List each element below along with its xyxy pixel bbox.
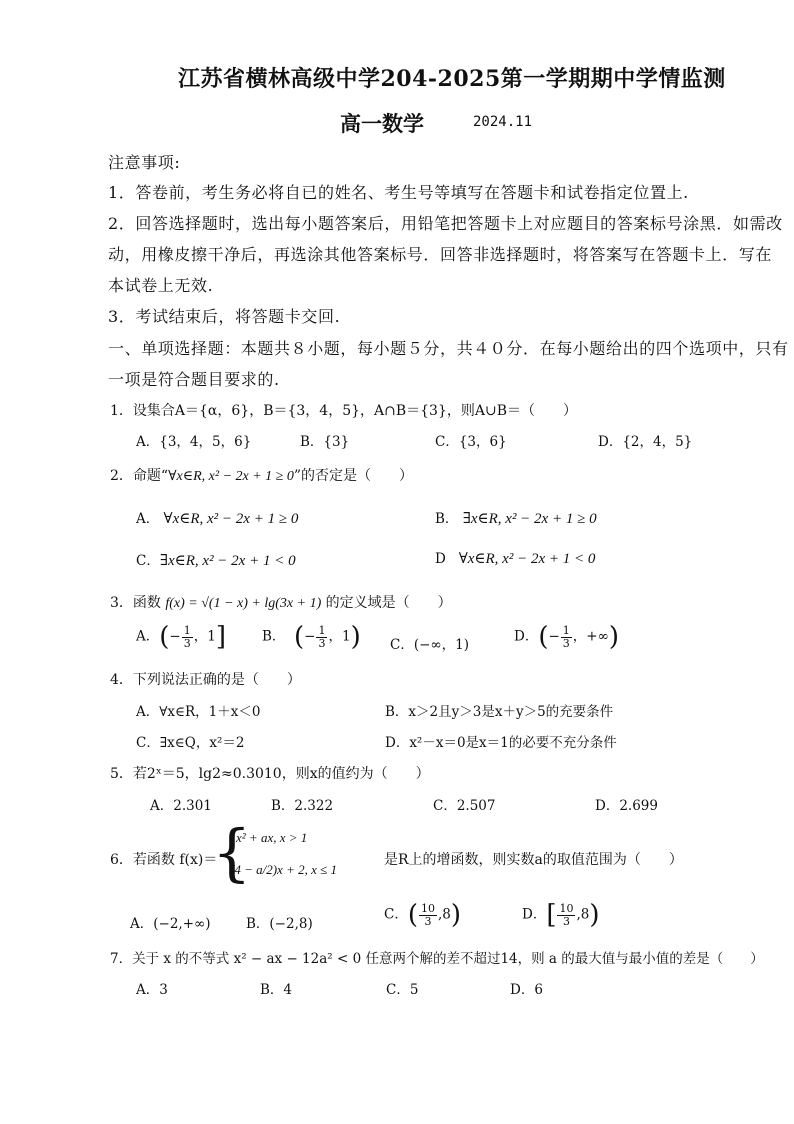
exam-date: 2024.11 (473, 114, 533, 130)
q3-d-fraction: $\frac{1}{3}$ (562, 623, 570, 650)
q6-option-d: D．[ $\frac{10}{3}$ ,8) (522, 900, 600, 930)
q2-stem-math: ∀x∈R, x² − 2x + 1 ≥ 0 (168, 469, 294, 484)
q3-option-a: A．(− $\frac{1}{3}$ ，1] (136, 622, 226, 652)
q6-piece-1: x² + ax, x > 1 (236, 830, 308, 845)
q6-c-fraction: $\frac{10}{3}$ (421, 901, 435, 928)
q3-option-a-label: A． (136, 628, 160, 645)
q2-stem-pre: 2．命题“ (110, 468, 169, 484)
piecewise-brace: { (212, 816, 252, 889)
q3-b-fraction: $\frac{1}{3}$ (318, 623, 326, 650)
q3-option-b: B． (− $\frac{1}{3}$ ，1) (262, 622, 361, 652)
q3-stem (110, 592, 452, 612)
q2-option-c-label: C． (136, 553, 160, 569)
q3-option-c-value: (−∞，1) (413, 637, 470, 653)
q6-option-c-label: C． (384, 906, 408, 923)
notice-item-2-line-1: 2．回答选择题时，选出每小题答案后，用铅笔把答题卡上对应题目的答案标号涂黑．如需改 (108, 214, 783, 233)
q7-option-d: D．6 (510, 982, 543, 998)
section-heading-line-1: 一、单项选择题：本题共８小题，每小题５分，共４０分．在每小题给出的四个选项中，只有 (108, 339, 789, 358)
q6-option-d-label: D． (522, 906, 547, 923)
q5-option-d: D．2.699 (595, 798, 658, 814)
notice-item-2-line-3: 本试卷上无效. (108, 276, 214, 295)
q4-stem: 4．下列说法正确的是（ ） (110, 672, 301, 688)
q6-option-b: B．(−2,8) (246, 916, 313, 932)
q2-option-d-math: ∀x∈R, x² − 2x + 1 < 0 (458, 551, 596, 567)
notice-item-1: 1．答卷前，考生务必将自已的姓名、考生号等填写在答题卡和试卷指定位置上. (108, 183, 689, 202)
q5-option-c: C．2.507 (433, 798, 496, 814)
subject-title: 高一数学 (340, 111, 424, 136)
q5-option-a: A．2.301 (150, 798, 212, 814)
exam-title: 江苏省横林高级中学204-2025第一学期期中学情监测 (178, 66, 726, 92)
q7-option-c: C．5 (386, 982, 419, 998)
q2-option-c (136, 549, 296, 570)
q4-option-d: D．x²－x＝0是x＝1的必要不充分条件 (385, 735, 617, 751)
q7-option-b: B．4 (260, 982, 293, 998)
q6-stem-post: 是R上的增函数，则实数a的取值范围为（ ） (384, 852, 683, 868)
q3-option-d: D．(− $\frac{1}{3}$ ，+∞) (514, 622, 620, 652)
q2-option-b-math: ∃x∈R, x² − 2x + 1 ≥ 0 (462, 511, 597, 527)
q5-stem: 5．若2ˣ＝5，lg2≈0.3010，则x的值约为（ ） (110, 766, 430, 782)
q4-option-b: B．x＞2且y＞3是x＋y＞5的充要条件 (385, 704, 614, 720)
q6-option-a: A．(−2,+∞) (130, 916, 211, 932)
q2-option-b-label: B． (435, 511, 459, 527)
q2-option-a-label: A． (136, 511, 160, 527)
q2-option-a-math: ∀x∈R, x² − 2x + 1 ≥ 0 (163, 511, 299, 527)
q1-stem: 1．设集合A＝{α，6}，B＝{3，4，5}，A∩B＝{3}，则A∪B＝（ ） (110, 403, 577, 419)
q6-stem-pre: 6．若函数 f(x)＝ (110, 852, 218, 868)
section-heading-line-2: 一项是符合题目要求的. (108, 370, 280, 389)
notice-item-2-line-2: 动，用橡皮擦干净后，再选涂其他答案标号．回答非选择题时，将答案写在答题卡上．写在 (108, 245, 773, 264)
q3-option-c (390, 633, 469, 653)
notice-item-3: 3．考试结束后，将答题卡交回. (108, 307, 341, 326)
q6-d-fraction: $\frac{10}{3}$ (559, 901, 574, 928)
q3-a-fraction: $\frac{1}{3}$ (183, 623, 191, 650)
q3-stem-post: 的定义域是（ ） (321, 595, 452, 611)
q2-option-d-label: D (435, 551, 446, 567)
q6-option-c: C．( $\frac{10}{3}$ ,8) (384, 900, 462, 930)
q3-stem-pre: 3．函数 (110, 595, 166, 611)
q3-option-b-label: B． (262, 628, 286, 645)
q1-option-d: D．{2，4，5} (598, 434, 693, 450)
q1-option-b: B．{3} (300, 434, 350, 450)
q2-option-d (435, 549, 595, 568)
q2-option-a (136, 507, 298, 528)
q4-option-a: A．∀x∈R，1＋x＜0 (136, 704, 261, 720)
q2-stem (110, 465, 413, 485)
q2-option-c-math: ∃x∈R, x² − 2x + 1 < 0 (159, 553, 296, 569)
q3-option-d-label: D． (514, 628, 539, 645)
q4-option-c: C．∃x∈Q，x²＝2 (136, 735, 245, 751)
q3-option-c-label: C． (390, 637, 414, 653)
q6-piece-2: (4 − a/2)x + 2, x ≤ 1 (230, 862, 337, 877)
q2-stem-post: ”的否定是（ ） (293, 468, 414, 484)
q5-option-b: B．2.322 (271, 798, 334, 814)
q1-option-a: A．{3，4，5，6} (136, 434, 252, 450)
q3-stem-math: f(x) = √(1 − x) + lg(3x + 1) (165, 596, 322, 611)
q7-stem: 7．关于 x 的不等式 x² − ax − 12a² < 0 任意两个解的差不超过14，则 a 的最大值与最小值的差是（ ） (110, 951, 764, 967)
notice-heading: 注意事项: (108, 153, 181, 172)
q7-option-a: A．3 (136, 982, 168, 998)
q2-option-b (435, 507, 597, 528)
q1-option-c: C．{3，6} (435, 434, 507, 450)
